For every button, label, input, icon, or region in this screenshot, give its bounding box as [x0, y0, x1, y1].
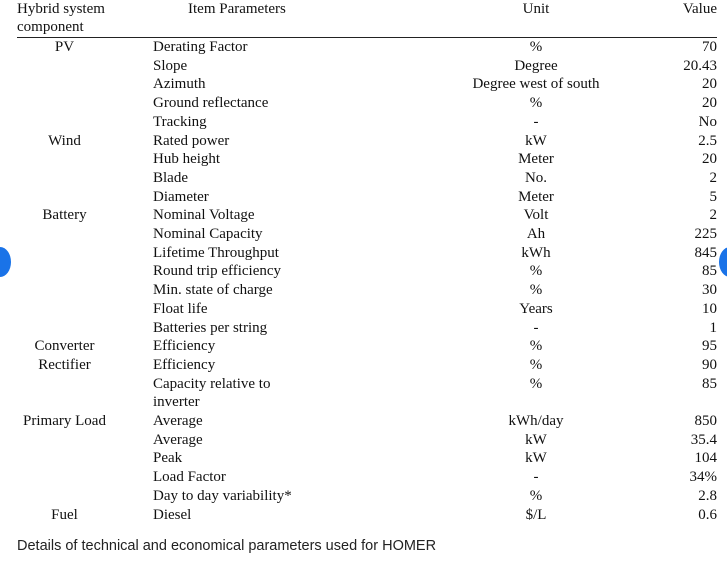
- table-row: [17, 375, 717, 394]
- cell-value: 2.5: [698, 132, 717, 149]
- table-row: [17, 506, 717, 525]
- cell-value: 20.43: [683, 57, 717, 74]
- cell-component: Rectifier: [38, 356, 91, 373]
- cell-unit: Meter: [518, 188, 554, 205]
- cell-component: [17, 375, 112, 394]
- cell-unit: Volt: [523, 207, 549, 224]
- cell-component: [17, 169, 112, 188]
- cell-component: Wind: [48, 132, 81, 149]
- cell-unit: %: [529, 375, 543, 392]
- header-parameter: Item Parameters: [112, 0, 358, 38]
- cell-unit: %: [529, 263, 543, 280]
- cell-value: 10: [702, 300, 717, 317]
- cell-parameter: Derating Factor: [153, 39, 248, 55]
- cell-value: 20: [702, 151, 717, 168]
- cell-component: [17, 188, 112, 207]
- cell-component: PV: [54, 39, 75, 55]
- cell-parameter: Peak: [153, 450, 183, 467]
- cell-value: 0.6: [698, 506, 717, 523]
- cell-value: 95: [702, 338, 717, 355]
- cell-parameter: Ground reflectance: [153, 95, 269, 112]
- cell-parameter: Min. state of charge: [153, 282, 273, 299]
- cell-parameter: Diameter: [153, 188, 209, 205]
- cell-parameter: Average: [153, 413, 203, 430]
- cell-unit: No.: [524, 169, 548, 186]
- cell-component: Primary Load: [23, 413, 106, 430]
- table-row: [17, 113, 717, 132]
- cell-component: [17, 113, 112, 132]
- right-nav-indicator[interactable]: [719, 247, 727, 277]
- header-unit: Unit: [358, 0, 676, 38]
- table-row: [17, 188, 717, 207]
- cell-value: 1: [709, 319, 717, 336]
- cell-parameter: Round trip efficiency: [153, 263, 282, 280]
- cell-component: [17, 319, 112, 338]
- cell-unit: kW: [525, 431, 547, 448]
- table-row: [17, 206, 717, 225]
- cell-value: 34%: [689, 469, 717, 486]
- table-row: [17, 169, 717, 188]
- table-row: [17, 57, 717, 76]
- table-row: [17, 281, 717, 300]
- table-row: [17, 412, 717, 431]
- cell-value: 90: [702, 356, 717, 373]
- cell-parameter: Azimuth: [153, 76, 206, 93]
- table-row: [17, 337, 717, 356]
- cell-value: 70: [702, 39, 717, 55]
- table-row: [17, 244, 717, 263]
- cell-unit: Degree west of south: [472, 76, 600, 93]
- cell-unit: -: [533, 319, 539, 336]
- table-row: [17, 225, 717, 244]
- cell-component: Battery: [42, 207, 87, 224]
- cell-component: [17, 57, 112, 76]
- cell-value: 845: [694, 244, 717, 261]
- table-row: [17, 94, 717, 113]
- table-row: [17, 150, 717, 169]
- table-row: [17, 487, 717, 506]
- cell-unit: kWh: [521, 244, 551, 261]
- cell-component: [17, 487, 112, 506]
- left-nav-indicator[interactable]: [0, 247, 11, 277]
- table-caption: Details of technical and economical parameters used for HOMER: [17, 538, 437, 554]
- cell-value: 225: [694, 226, 717, 243]
- table-row: [17, 468, 717, 487]
- cell-unit: %: [529, 338, 543, 355]
- table-row: [17, 319, 717, 338]
- cell-unit: -: [533, 469, 539, 486]
- cell-unit: kWh/day: [508, 413, 564, 430]
- cell-parameter: Lifetime Throughput: [153, 244, 279, 261]
- cell-component: [17, 468, 112, 487]
- cell-value: 85: [702, 263, 717, 280]
- cell-component: [17, 75, 112, 94]
- cell-unit: Meter: [518, 151, 554, 168]
- cell-unit: %: [529, 356, 543, 373]
- cell-component: [17, 150, 112, 169]
- table-body: [17, 38, 717, 525]
- cell-parameter: Nominal Voltage: [153, 207, 255, 224]
- cell-parameter: inverter: [153, 394, 200, 411]
- cell-value: 30: [702, 282, 717, 299]
- cell-component: [17, 262, 112, 281]
- cell-unit: %: [529, 282, 543, 299]
- cell-component: [17, 94, 112, 113]
- cell-unit: kW: [525, 132, 547, 149]
- cell-unit: $/L: [525, 506, 547, 523]
- cell-value: 85: [702, 375, 717, 392]
- table-row: [17, 449, 717, 468]
- table-row: [17, 356, 717, 375]
- cell-unit: kW: [525, 450, 547, 467]
- cell-unit: -: [533, 113, 539, 130]
- cell-parameter: Efficiency: [153, 356, 216, 373]
- cell-value: 104: [694, 450, 717, 467]
- cell-unit: %: [529, 95, 543, 112]
- table-row: [17, 38, 717, 57]
- cell-unit: Degree: [514, 57, 558, 74]
- cell-component: [17, 225, 112, 244]
- cell-unit: [358, 393, 676, 412]
- cell-parameter: Efficiency: [153, 338, 216, 355]
- cell-parameter: Diesel: [153, 506, 192, 523]
- table-row: [17, 262, 717, 281]
- cell-value: [676, 393, 717, 412]
- cell-component: [17, 449, 112, 468]
- cell-unit: %: [529, 39, 543, 55]
- cell-component: [17, 281, 112, 300]
- cell-unit: %: [529, 487, 543, 504]
- cell-component: Fuel: [51, 506, 78, 523]
- cell-parameter: Capacity relative to: [153, 375, 271, 392]
- cell-value: 20: [702, 76, 717, 93]
- table-row: [17, 300, 717, 319]
- table-row: [17, 132, 717, 151]
- cell-value: 20: [702, 95, 717, 112]
- cell-parameter: Batteries per string: [153, 319, 268, 336]
- cell-parameter: Slope: [153, 57, 188, 74]
- cell-unit: Ah: [526, 226, 546, 243]
- cell-component: [17, 431, 112, 450]
- header-row: [17, 0, 717, 38]
- cell-component: [17, 244, 112, 263]
- cell-parameter: Tracking: [153, 113, 207, 130]
- cell-unit: Years: [519, 300, 553, 317]
- cell-component: [17, 300, 112, 319]
- parameters-table: [17, 0, 717, 524]
- cell-parameter: Average: [153, 431, 203, 448]
- cell-value: No: [698, 113, 717, 130]
- header-value: Value: [676, 0, 717, 38]
- cell-value: 2.8: [698, 487, 717, 504]
- cell-value: 2: [709, 169, 717, 186]
- cell-value: 35.4: [690, 431, 717, 448]
- cell-parameter: Blade: [153, 169, 188, 186]
- cell-component: Converter: [34, 338, 95, 355]
- cell-parameter: Nominal Capacity: [153, 226, 263, 243]
- cell-parameter: Rated power: [153, 132, 230, 149]
- cell-parameter: Day to day variability*: [153, 487, 292, 504]
- cell-value: 850: [694, 413, 717, 430]
- cell-parameter: Load Factor: [153, 469, 226, 486]
- cell-value: 5: [709, 188, 717, 205]
- table-row: [17, 75, 717, 94]
- table-row: [17, 431, 717, 450]
- header-component: Hybrid system component: [17, 0, 112, 38]
- cell-value: 2: [709, 207, 717, 224]
- cell-parameter: Hub height: [153, 151, 221, 168]
- cell-parameter: Float life: [153, 300, 208, 317]
- table-row: [17, 393, 717, 412]
- cell-component: [17, 393, 112, 412]
